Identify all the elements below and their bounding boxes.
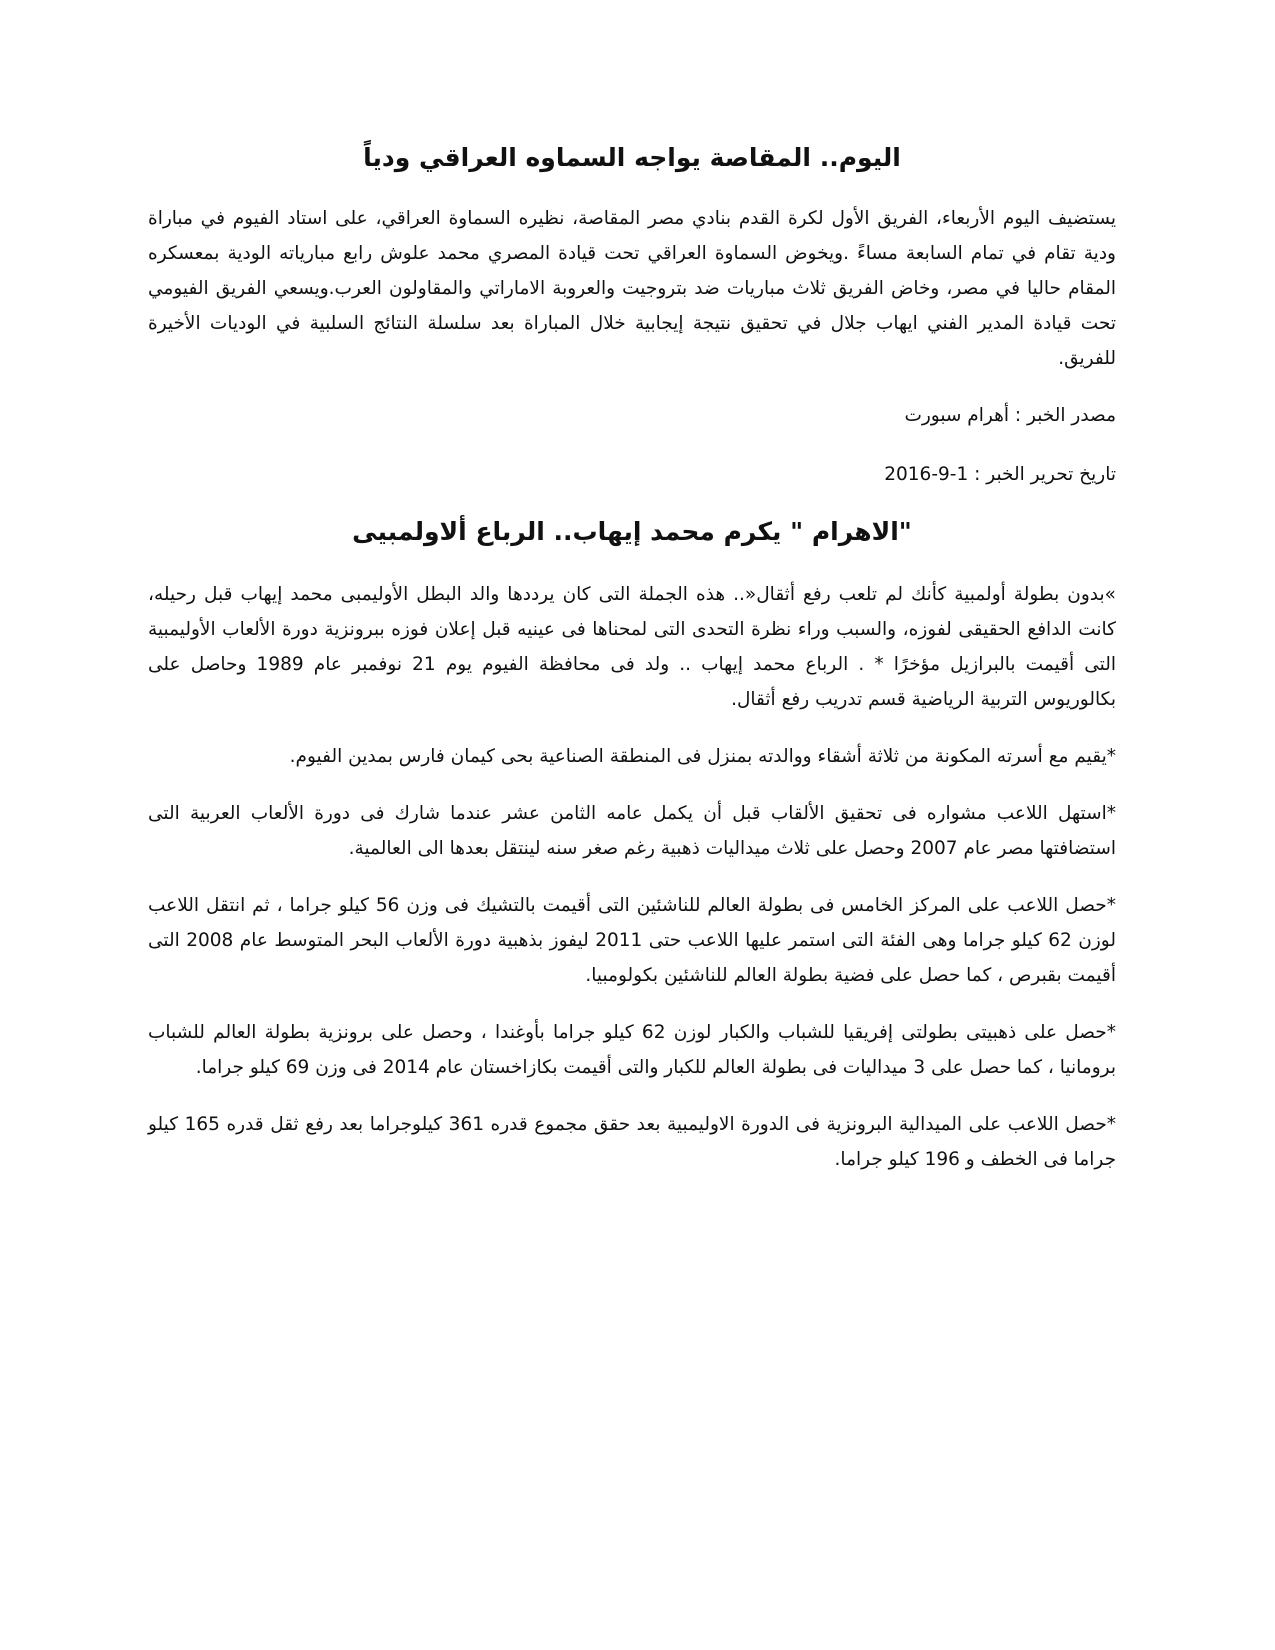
article-2-paragraph: *يقيم مع أسرته المكونة من ثلاثة أشقاء ووالدته بمنزل فى المنطقة الصناعية بحى كيمان فارس بمدين الفيوم. [289,746,1116,767]
article-2-paragraph: »بدون بطولة أولمبية كأنك لم تلعب رفع أثقال«.. هذه الجملة التى كان يرددها والد البطل الأوليمبى محمد إيهاب قبل رحيله، كانت الدافع الحقيقى لفوزه، والسبب وراء نظرة التحدى التى لمحناها فى عينيه قبل إعلان فوزه ببرونزية دورة الألعاب الأوليمبية التى أقيمت بالبرازيل مؤخرًا * . الرباع محمد إيهاب .. ولد فى محافظة الفيوم يوم 21 نوفمبر عام 1989 وحاصل على بكالوريوس التربية الرياضية قسم تدريب رفع أثقال. [148,584,1117,710]
article-2-title: "الاهرام " يكرم محمد إيهاب.. الرباع ألاولمبيى [352,517,912,546]
article-1-title: اليوم.. المقاصة يواجه السماوه العراقي ودياً [363,143,901,172]
article-2-paragraph: *حصل على ذهبيتى بطولتى إفريقيا للشباب والكبار لوزن 62 كيلو جراما بأوغندا ، وحصل على برونزية بطولة العالم للشباب برومانيا ، كما حصل على 3 ميداليات فى بطولة العالم للكبار والتى أقيمت بكازاخستان عام 2014 فى وزن 69 كيلو جراما. [148,1022,1116,1078]
article-2-paragraph: *حصل اللاعب على المركز الخامس فى بطولة العالم للناشئين التى أقيمت بالتشيك فى وزن 56 كيلو جراما ، ثم انتقل اللاعب لوزن 62 كيلو جراما وهى الفئة التى استمر عليها اللاعب حتى 2011 ليفوز بذهبية دورة الألعاب البحر المتوسط عام 2008 التى أقيمت بقبرص ، كما حصل على فضية بطولة العالم للناشئين بكولومبيا. [148,895,1116,986]
article-1-body: يستضيف اليوم الأربعاء، الفريق الأول لكرة القدم بنادي مصر المقاصة، نظيره السماوة العراقي، على استاد الفيوم في مباراة ودية تقام في تمام السابعة مساءً .ويخوض السماوة العراقي تحت قيادة المصري محمد علوش رابع مبارياته الودية بمعسكره المقام حاليا في مصر، وخاض الفريق ثلاث مباريات ضد بتروجيت والعروبة الاماراتي والمقاولون العرب.ويسعي الفريق الفيومي تحت قيادة المدير الفني ايهاب جلال في تحقيق نتيجة إيجابية خلال المباراة بعد سلسلة النتائج السلبية في الوديات الأخيرة للفريق. [148,208,1116,369]
article-1-date: تاريخ تحرير الخبر : 1-9-2016 [884,464,1116,485]
article-1-source: مصدر الخبر : أهرام سبورت [904,405,1116,426]
article-2-paragraph: *حصل اللاعب على الميدالية البرونزية فى الدورة الاوليمبية بعد حقق مجموع قدره 361 كيلوجراما بعد رفع ثقل قدره 165 كيلو جراما فى الخطف و 196 كيلو جراما. [148,1114,1117,1170]
article-2-paragraph: *استهل اللاعب مشواره فى تحقيق الألقاب قبل أن يكمل عامه الثامن عشر عندما شارك فى دورة الألعاب العربية التى استضافتها مصر عام 2007 وحصل على ثلاث ميداليات ذهبية رغم صغر سنه لينتقل بعدها الى العالمية. [148,803,1116,859]
document-page [148,140,1116,1199]
